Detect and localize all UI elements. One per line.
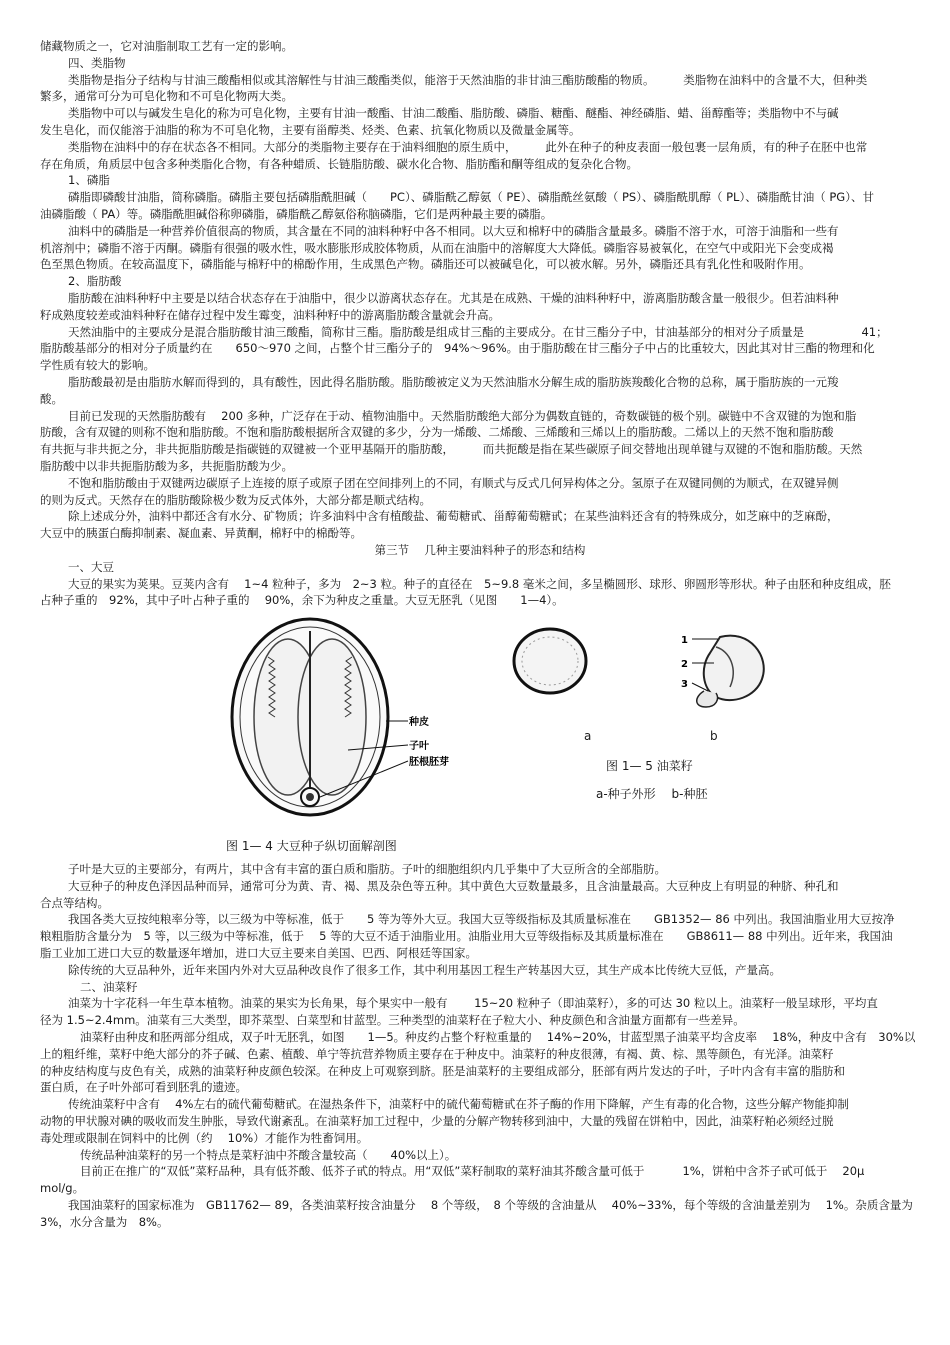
text-line: 类脂物是指分子结构与甘油三酸酯相似或其溶解性与甘油三酸酯类似，能溶于天然油脂的非甘油三酯肪酸酯的物质。 类脂物在油料中的含量不大，但种类 bbox=[68, 72, 868, 87]
figure-1-5-a-label: a bbox=[584, 729, 592, 744]
text-line: 肪酸，含有双键的则称不饱和脂肪酸。不饱和脂肪酸根据所含双键的多少，分为一烯酸、二烯酸、三烯酸和三烯以上的脂肪酸。二烯以上的天然不饱和脂肪酸 bbox=[40, 425, 834, 440]
text-line: 油料中的磷脂是一种营养价值很高的物质，其含量在不同的油料种籽中各不相同。以大豆和棉籽中的磷脂含量最多。磷脂不溶于水，可溶于油脂和一些有 bbox=[68, 223, 839, 238]
figure-1-4-caption: 图 1— 4 大豆种子纵切面解剖图 bbox=[226, 839, 397, 854]
text-line: 油菜籽由种皮和胚两部分组成，双子叶无胚乳，如图 1—5。种皮约占整个籽粒重量的 14%~20%，甘蓝型黑子油菜平均含皮率 18%，种皮中含有 30%以 bbox=[80, 1030, 916, 1045]
text-line: 脂肪酸最初是由脂肪水解而得到的，具有酸性，因此得名脂肪酸。脂肪酸被定义为天然油脂水分解生成的脂肪族羧酸化合物的总称，属于脂肪族的一元羧 bbox=[68, 374, 839, 389]
figure-1-5-b-label: b bbox=[710, 729, 718, 744]
text-line: 我国各类大豆按纯粮率分等，以三级为中等标准，低于 5 等为等外大豆。我国大豆等级指标及其质量标准在 GB1352— 86 中列出。我国油脂业用大豆按净 bbox=[68, 912, 895, 927]
section-heading: 2、脂肪酸 bbox=[68, 274, 122, 289]
text-line: 动物的甲状腺对碘的吸收而发生肿胀，导致代谢紊乱。在油菜籽加工过程中，少量的分解产物转移到油中，大量的残留在饼粕中，因此，油菜籽粕必须经过脱 bbox=[40, 1114, 834, 1129]
figure-rapeseed bbox=[480, 617, 780, 857]
text-line: 合点等结构。 bbox=[40, 895, 109, 910]
fig5-label-1: 1 bbox=[681, 635, 688, 647]
text-line: 蛋白质，在子叶外部可看到胚乳的遗迹。 bbox=[40, 1080, 247, 1095]
text-line: 天然油脂中的主要成分是混合脂肪酸甘油三酸酯，简称甘三酯。脂肪酸是组成甘三酯的主要成分。在甘三酯分子中，甘油基部分的相对分子质量是 41； bbox=[68, 324, 888, 339]
text-line: 色至黑色物质。在较高温度下，磷脂能与棉籽中的棉酚作用，生成黑色产物。磷脂还可以被碱皂化，可以被水解。另外，磷脂还具有乳化性和吸附作用。 bbox=[40, 257, 811, 272]
text-line: 3%，水分含量为 8%。 bbox=[40, 1214, 169, 1229]
document-page bbox=[40, 38, 920, 1231]
text-line: 脂肪酸基部分的相对分子质量约在 650～970 之间，占整个甘三酯分子的 94%～96%。由于脂肪酸在甘三酯分子中占的比重较大，因此其对甘三酯的物理和化 bbox=[40, 341, 875, 356]
soybean-section-drawing bbox=[198, 617, 458, 832]
label-seed-coat: 种皮 bbox=[409, 717, 429, 729]
label-radicle-plumule: 胚根胚芽 bbox=[409, 757, 449, 769]
figure-soybean-section bbox=[198, 617, 458, 857]
label-cotyledon: 子叶 bbox=[409, 741, 429, 753]
text-line: 占种子重的 92%，其中子叶占种子重的 90%，余下为种皮之重量。大豆无胚乳（见图 1—4）。 bbox=[40, 593, 564, 608]
figure-1-5-caption: 图 1— 5 油菜籽 bbox=[606, 759, 693, 774]
text-line: 酸。 bbox=[40, 391, 63, 406]
text-line: 磷脂即磷酸甘油脂，简称磷脂。磷脂主要包括磷脂酰胆碱（ PC）、磷脂酰乙醇氨（ PE）、磷脂酰丝氨酸（ PS）、磷脂酰肌醇（ PL）、磷脂酰甘油（ PG）、甘 bbox=[68, 190, 874, 205]
text-line: 油磷脂酸（ PA）等。磷脂酰胆碱俗称卵磷脂，磷脂酰乙醇氨俗称脑磷脂，它们是两种最主要的磷脂。 bbox=[40, 206, 553, 221]
text-line: 毒处理或限制在饲料中的比例（约 10%）才能作为牲畜饲用。 bbox=[40, 1130, 369, 1145]
text-line: 子叶是大豆的主要部分，有两片，其中含有丰富的蛋白质和脂肪。子叶的细胞组织内几乎集中了大豆所含的全部脂肪。 bbox=[68, 862, 666, 877]
text-line: 脂肪酸在油料种籽中主要是以结合状态存在于油脂中，很少以游离状态存在。尤其是在成熟、干燥的油料种籽中，游离脂肪酸含量一般很少。但若油料种 bbox=[68, 290, 839, 305]
text-line: 除上述成分外，油料中都还含有水分、矿物质；许多油料中含有植酸盐、葡萄糖甙、甾醇葡萄糖甙；在某些油料还含有的特殊成分，如芝麻中的芝麻酚， bbox=[68, 509, 839, 524]
text-line: 的则为反式。天然存在的脂肪酸除极少数为反式体外，大部分都是顺式结构。 bbox=[40, 492, 431, 507]
text-line: 繁多，通常可分为可皂化物和不可皂化物两大类。 bbox=[40, 89, 293, 104]
text-line: 类脂物在油料中的存在状态各不相同。大部分的类脂物主要存在于油料细胞的原生质中， 此外在种子的种皮表面一般包裹一层角质，有的种子在胚中也常 bbox=[68, 139, 868, 154]
section-heading: 1、磷脂 bbox=[68, 173, 110, 188]
text-line: 类脂物中可以与碱发生皂化的称为可皂化物，主要有甘油一酸酯、甘油二酸酯、脂肪酸、磷脂、糖酯、醚酯、神经磷脂、蜡、甾醇酯等；类脂物中不与碱 bbox=[68, 106, 839, 121]
text-line: 油菜为十字花科一年生草本植物。油菜的果实为长角果，每个果实中一般有 15~20 粒种子（即油菜籽），多的可达 30 粒以上。油菜籽一般呈球形，平均直 bbox=[68, 996, 878, 1011]
text-line: 大豆中的胰蛋白酶抑制素、凝血素、异黄酮，棉籽中的棉酚等。 bbox=[40, 526, 362, 541]
text-line: mol/g。 bbox=[40, 1181, 85, 1196]
text-line: 有共扼与非共扼之分，非共扼脂肪酸是指碳链的双键被一个亚甲基隔开的脂肪酸， 而共扼酸是指在某些碳原子间交替地出现单键与双键的不饱和脂肪酸。天然 bbox=[40, 442, 863, 457]
text-line: 除传统的大豆品种外，近年来国内外对大豆品种改良作了很多工作，其中利用基因工程生产转基因大豆，其生产成本比传统大豆低，产量高。 bbox=[68, 962, 781, 977]
section-heading: 一、大豆 bbox=[68, 559, 114, 574]
fig5-label-3: 3 bbox=[681, 679, 688, 691]
text-line: 目前正在推广的“双低”菜籽品种，具有低芥酸、低芥子甙的特点。用“双低”菜籽制取的菜籽油其芥酸含量可低于 1%，饼粕中含芥子甙可低于 20μ bbox=[80, 1164, 865, 1179]
text-line: 上的粗纤维，菜籽中绝大部分的芥子碱、色素、植酸、单宁等抗营养物质主要存在于种皮中。油菜籽的种皮很薄，有褐、黄、棕、黑等颜色，有光泽。油菜籽 bbox=[40, 1046, 834, 1061]
text-line: 发生皂化，而仅能溶于油脂的称为不可皂化物，主要有甾醇类、烃类、色素、抗氧化物质以及微量金属等。 bbox=[40, 122, 581, 137]
text-line: 大豆种子的种皮色泽因品种而异，通常可分为黄、青、褐、黑及杂色等五种。其中黄色大豆数量最多，且含油量最高。大豆种皮上有明显的种脐、种孔和 bbox=[68, 878, 839, 893]
text-line: 传统品种油菜籽的另一个特点是菜籽油中芥酸含量较高（ 40%以上）。 bbox=[80, 1147, 457, 1162]
text-line: 传统油菜籽中含有 4%左右的硫代葡萄糖甙。在湿热条件下，油菜籽中的硫代葡萄糖甙在芥子酶的作用下降解，产生有毒的化合物，这些分解产物能抑制 bbox=[68, 1097, 849, 1112]
text-line: 径为 1.5~2.4mm。油菜有三大类型，即芥菜型、白菜型和甘蓝型。三种类型的油菜籽在子粒大小、种皮颜色和含油量方面都有一些差异。 bbox=[40, 1013, 745, 1028]
text-line: 储藏物质之一，它对油脂制取工艺有一定的影响。 bbox=[40, 39, 293, 53]
section-heading: 四、类脂物 bbox=[68, 55, 126, 70]
section-heading: 二、油菜籽 bbox=[80, 979, 138, 994]
text-line: 脂肪酸中以非共扼脂肪酸为多，共扼脂肪酸为少。 bbox=[40, 458, 293, 473]
text-line: 籽成熟度较差或油料种籽在储存过程中发生霉变，油料种籽中的游离脂肪酸含量就会升高。 bbox=[40, 307, 500, 322]
text-line: 学性质有较大的影响。 bbox=[40, 358, 155, 373]
chapter-section-title: 第三节 几种主要油料种子的形态和结构 bbox=[374, 542, 586, 557]
text-line: 存在角质，角质层中包含多种类脂化合物，有各种蜡质、长链脂肪酸、碳水化合物、脂肪酯和酮等组成的复杂化合物。 bbox=[40, 156, 638, 171]
fig5-label-2: 2 bbox=[681, 659, 688, 671]
text-line: 机溶剂中；磷脂不溶于丙酮。磷脂有很强的吸水性，吸水膨胀形成胶体物质，从而在油脂中的溶解度大大降低。磷脂容易被氧化，在空气中或阳光下会变成褐 bbox=[40, 240, 834, 255]
text-line: 脂工业加工进口大豆的数量逐年增加，进口大豆主要来自美国、巴西、阿根廷等国家。 bbox=[40, 946, 477, 961]
text-line: 大豆的果实为荚果。豆荚内含有 1~4 粒种子，多为 2~3 粒。种子的直径在 5~9.8 毫米之间，多呈椭圆形、球形、卵圆形等形状。种子由胚和种皮组成，胚 bbox=[68, 576, 891, 591]
text-line: 的种皮结构度与皮色有关，成熟的油菜籽种皮颜色较深。在种皮上可观察到脐。胚是油菜籽的主要组成部分，胚部有两片发达的子叶，子叶内含有丰富的脂肪和 bbox=[40, 1063, 845, 1078]
figure-row bbox=[40, 617, 920, 857]
text-line: 我国油菜籽的国家标准为 GB11762— 89，各类油菜籽按含油量分 8 个等级， 8 个等级的含油量从 40%~33%，每个等级的含油量差别为 1%。杂质含量为 bbox=[68, 1198, 913, 1213]
text-line: 不饱和脂肪酸由于双键两边碳原子上连接的原子或原子团在空间排列上的不同，有顺式与反式几何异构体之分。氢原子在双键同侧的为顺式，在双键异侧 bbox=[68, 475, 839, 490]
text-line: 粮粗脂肪含量分为 5 等，以三级为中等标准，低于 5 等的大豆不适于油脂业用。油脂业用大豆等级指标及其质量标准在 GB8611— 88 中列出。近年来，我国油 bbox=[40, 929, 893, 944]
rapeseed-drawing bbox=[480, 617, 780, 717]
figure-1-5-subcaption: a-种子外形 b-种胚 bbox=[596, 787, 708, 802]
text-line: 目前已发现的天然脂肪酸有 200 多种，广泛存在于动、植物油脂中。天然脂肪酸绝大部分为偶数直链的，奇数碳链的极个别。碳链中不含双键的为饱和脂 bbox=[68, 408, 857, 423]
